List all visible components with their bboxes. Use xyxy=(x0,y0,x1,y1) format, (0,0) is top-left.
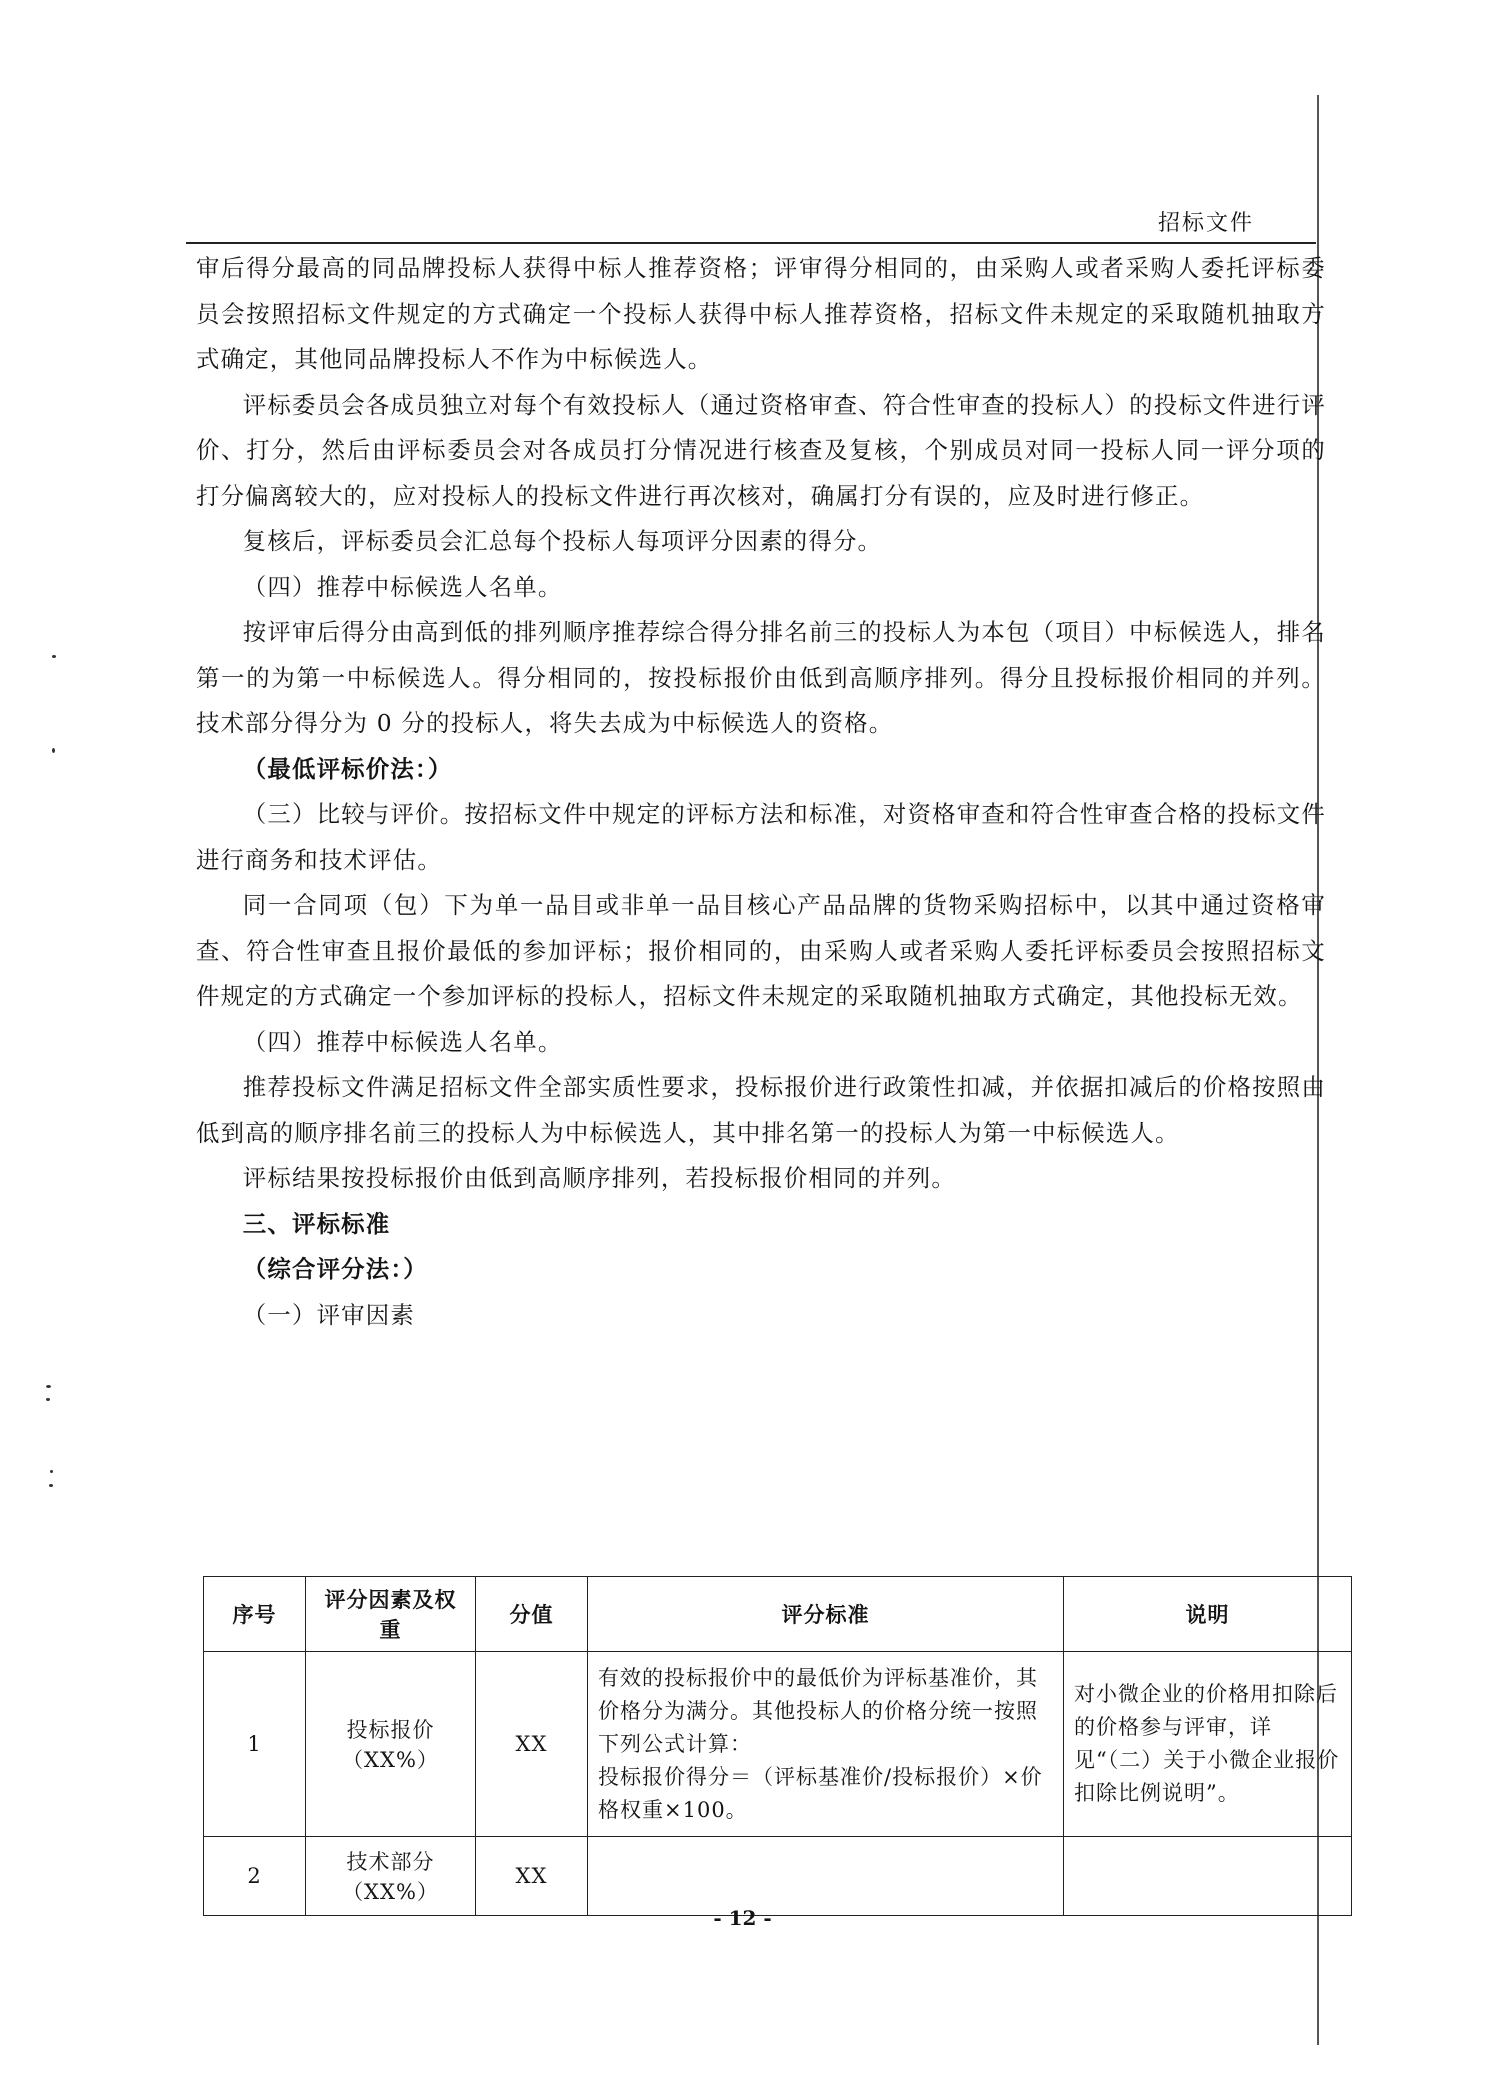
paragraph: 复核后，评标委员会汇总每个投标人每项评分因素的得分。 xyxy=(242,527,883,555)
paragraph: 按评审后得分由高到低的排列顺序推荐综合得分排名前三的投标人为本包（项目）中标候选人，排名第一的为第一中标候选人。得分相同的，按投标报价由低到高顺序排列。得分且投标报价相同的并列。技术部分得分为 0 分的投标人，将失去成为中标候选人的资格。 xyxy=(196,618,1326,737)
section-heading: （四）推荐中标候选人名单。 xyxy=(242,572,563,601)
page-number: - 12 - xyxy=(713,1906,772,1930)
paragraph: 评标结果按投标报价由低到高顺序排列，若投标报价相同的并列。 xyxy=(242,1164,956,1192)
section-heading: （一）评审因素 xyxy=(242,1300,415,1329)
body-text xyxy=(196,246,1326,1338)
cell-factor xyxy=(306,1837,476,1916)
cell-no: 2 xyxy=(204,1837,306,1916)
standard-formula: 投标报价得分＝（评标基准价/投标报价）×价格权重×100。 xyxy=(598,1764,1043,1822)
evaluation-table xyxy=(203,1576,1352,1916)
scan-speck xyxy=(52,655,56,658)
factor-name: 技术部分 xyxy=(346,1850,435,1874)
paragraph: （三）比较与评价。按招标文件中规定的评标方法和标准，对资格审查和符合性审查合格的投标文件进行商务和技术评估。 xyxy=(196,800,1326,874)
header-label: 招标文件 xyxy=(1158,211,1255,236)
header-cell-standard: 评分标准 xyxy=(588,1577,1064,1652)
paragraph: 评标委员会各成员独立对每个有效投标人（通过资格审查、符合性审查的投标人）的投标文件进行评价、打分，然后由评标委员会对各成员打分情况进行核查及复核，个别成员对同一投标人同一评分项的打分偏离较大的，应对投标人的投标文件进行再次核对，确属打分有误的，应及时进行修正。 xyxy=(196,390,1326,510)
scan-speck xyxy=(46,1385,51,1388)
scan-speck xyxy=(46,1398,50,1401)
cell-no: 1 xyxy=(204,1652,306,1837)
cell-score: XX xyxy=(476,1652,588,1837)
section-heading: （四）推荐中标候选人名单。 xyxy=(242,1027,563,1056)
scan-speck xyxy=(49,1484,53,1487)
factor-weight: （XX%） xyxy=(342,1880,439,1904)
factor-name: 投标报价 xyxy=(346,1718,435,1742)
table-row xyxy=(204,1837,1352,1916)
paragraph: 推荐投标文件满足招标文件全部实质性要求，投标报价进行政策性扣减，并依据扣减后的价格按照由低到高的顺序排名前三的投标人为中标候选人，其中排名第一的投标人为第一中标候选人。 xyxy=(196,1073,1326,1147)
scan-speck xyxy=(52,748,55,753)
header-cell-note: 说明 xyxy=(1064,1577,1352,1652)
factor-weight: （XX%） xyxy=(342,1748,439,1772)
paragraph: 审后得分最高的同品牌投标人获得中标人推荐资格；评审得分相同的，由采购人或者采购人委托评标委员会按照招标文件规定的方式确定一个投标人获得中标人推荐资格，招标文件未规定的采取随机抽取方式确定，其他同品牌投标人不作为中标候选人。 xyxy=(196,254,1326,373)
cell-note xyxy=(1064,1837,1352,1916)
header-rule xyxy=(186,242,1316,244)
chapter-heading: 三、评标标准 xyxy=(242,1209,391,1238)
cell-standard xyxy=(588,1652,1064,1837)
method-heading: （最低评标价法：） xyxy=(242,754,453,783)
paragraph: 同一合同项（包）下为单一品目或非单一品目核心产品品牌的货物采购招标中，以其中通过资格审查、符合性审查且报价最低的参加评标；报价相同的，由采购人或者采购人委托评标委员会按照招标文件规定的方式确定一个参加评标的投标人，招标文件未规定的采取随机抽取方式确定，其他投标无效。 xyxy=(196,891,1326,1010)
scan-speck xyxy=(50,1470,53,1473)
cell-score: XX xyxy=(476,1837,588,1916)
header-cell-factor: 评分因素及权重 xyxy=(306,1577,476,1652)
table-header-row xyxy=(204,1577,1352,1652)
cell-note: 对小微企业的价格用扣除后的价格参与评审，详见“（二）关于小微企业报价扣除比例说明”。 xyxy=(1064,1652,1352,1837)
cell-standard xyxy=(588,1837,1064,1916)
standard-text: 有效的投标报价中的最低价为评标基准价，其价格分为满分。其他投标人的价格分统一按照下列公式计算： xyxy=(598,1665,1038,1756)
header-cell-no: 序号 xyxy=(204,1577,306,1652)
table-row xyxy=(204,1652,1352,1837)
method-heading: （综合评分法：） xyxy=(242,1255,428,1283)
header-cell-score: 分值 xyxy=(476,1577,588,1652)
cell-factor xyxy=(306,1652,476,1837)
